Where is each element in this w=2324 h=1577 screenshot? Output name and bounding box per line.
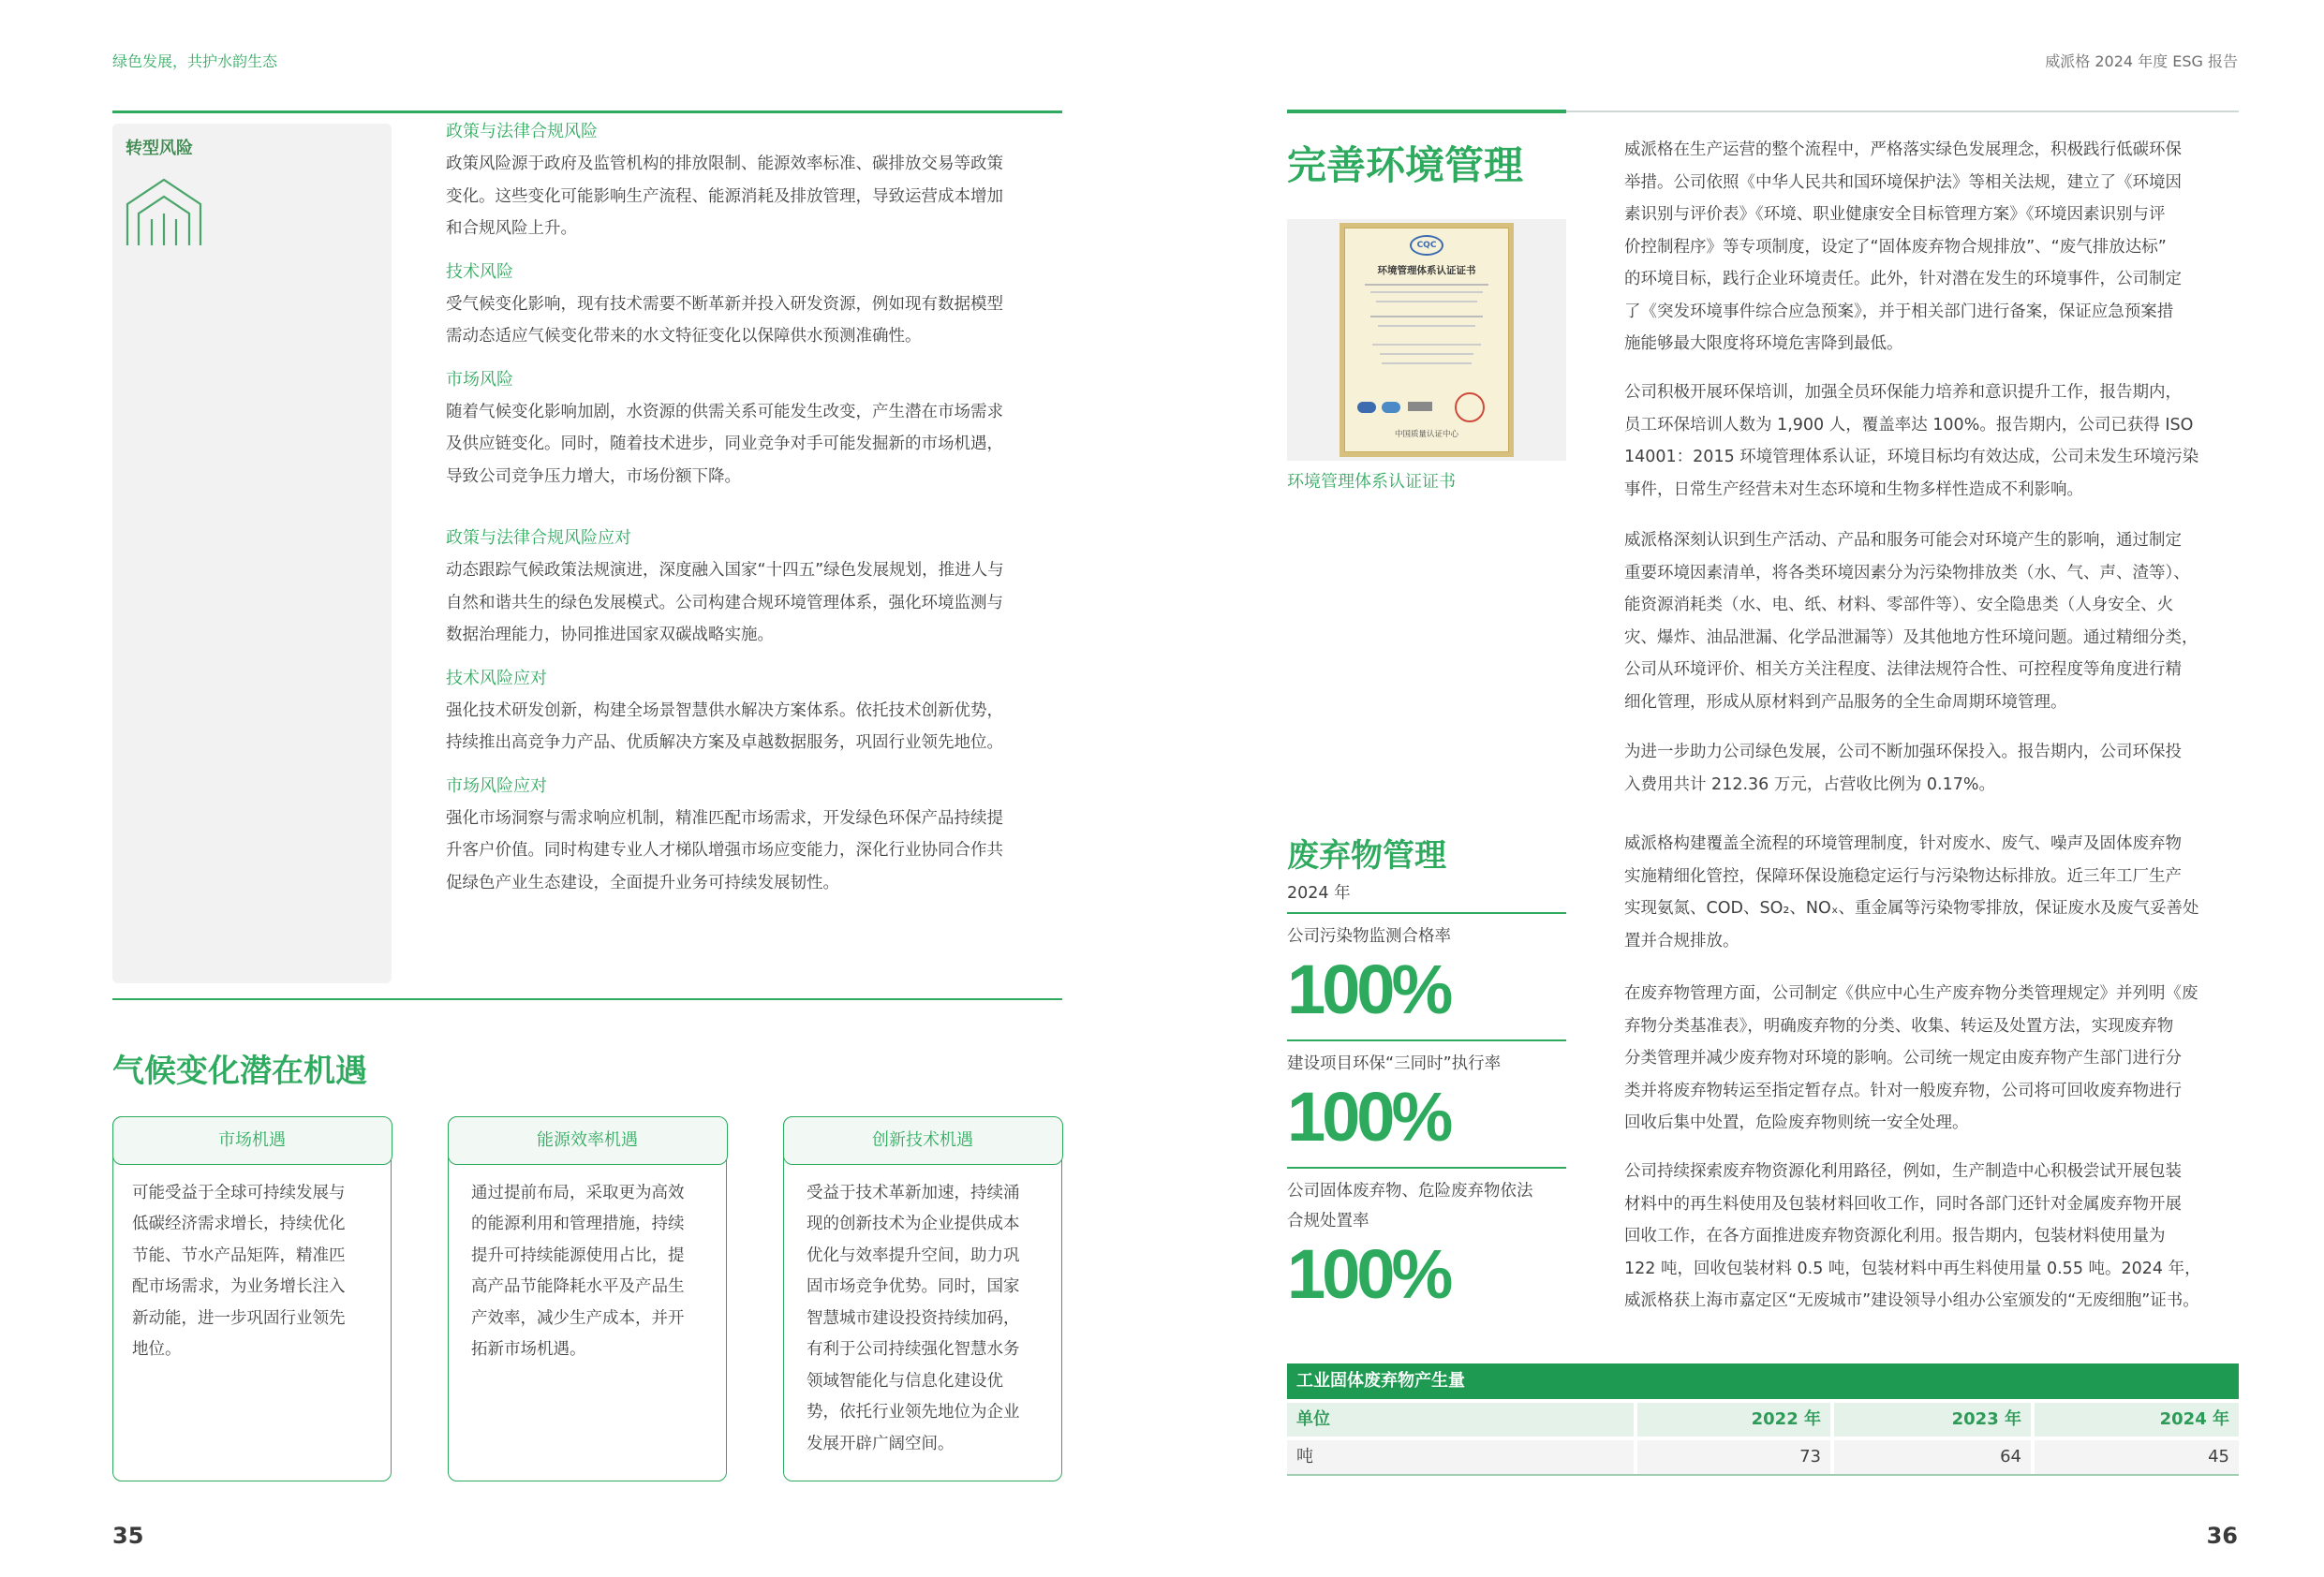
risk-response-item bbox=[446, 524, 1064, 652]
waste-table bbox=[1287, 1363, 2239, 1476]
risk-response-item bbox=[446, 665, 1064, 759]
accreditation-mark bbox=[1357, 402, 1376, 413]
opportunity-card-text: 通过提前布局，采取更为高效 的能源利用和管理措施，持续 提升可持续能源使用占比，提 高产品节能降耗水平及产品生 产效率，减少生产成本，并开 拓新市场机遇。 bbox=[471, 1183, 685, 1359]
certificate-issuer: 中国质量认证中心 bbox=[1394, 430, 1458, 439]
env-mgmt-title: 完善环境管理 bbox=[1287, 142, 1524, 188]
stat-rule bbox=[1287, 1039, 1566, 1041]
table-title: 工业固体废弃物产生量 bbox=[1287, 1363, 2239, 1399]
table-header-cell: 2023 年 bbox=[1834, 1403, 2031, 1437]
risk-item-text: 政策风险源于政府及监管机构的排放限制、能源效率标准、碳排放交易等政策 变化。这些变化可能影响生产流程、能源消耗及排放管理，导致运营成本增加 和合规风险上升。 bbox=[446, 155, 1003, 238]
building-icon bbox=[126, 176, 202, 247]
transition-risk-label: 转型风险 bbox=[126, 139, 193, 158]
risk-item bbox=[446, 366, 1064, 494]
opportunity-card-innovation bbox=[783, 1116, 1062, 1481]
certificate-heading: 环境管理体系认证证书 bbox=[1377, 265, 1476, 276]
page-number-left: 35 bbox=[112, 1523, 144, 1549]
top-rule-left bbox=[112, 111, 1062, 113]
risk-item-title: 技术风险应对 bbox=[446, 668, 547, 688]
waste-paragraph: 公司持续探索废弃物资源化利用路径，例如，生产制造中心积极尝试开展包装 材料中的再生料使用及包装材料回收工作，同时各部门还针对金属废弃物开展 回收工作，在各方面推进废弃物资源化利用。报告期内，包装材料使用量为 122 吨，回收包装材料 0.5 吨，包装材料中再生料使用量 0.55 吨。2024 年， 威派格获上海市嘉定区“无废城市”建设领导小组办公室颁发的“无废细胞”证书。 bbox=[1624, 1162, 2201, 1310]
opportunity-card-market bbox=[112, 1116, 392, 1481]
risk-item-text: 动态跟踪气候政策法规演进，深度融入国家“十四五”绿色发展规划，推进人与 自然和谐共生的绿色发展模式。公司构建合规环境管理体系，强化环境监测与 数据治理能力，协同推进国家双碳战略实施。 bbox=[446, 561, 1004, 644]
opportunity-card-head: 市场机遇 bbox=[112, 1116, 392, 1165]
opportunity-card-head: 能源效率机遇 bbox=[448, 1116, 728, 1165]
table-cell: 吨 bbox=[1287, 1440, 1634, 1474]
transition-risk-sidebar bbox=[112, 124, 392, 983]
risk-item bbox=[446, 258, 1064, 353]
risk-section-bottom-rule bbox=[112, 998, 1062, 1000]
table-row bbox=[1287, 1440, 2239, 1476]
risk-item-title: 市场风险应对 bbox=[446, 775, 547, 796]
stat-label: 建设项目环保“三同时”执行率 bbox=[1287, 1054, 1502, 1073]
certificate-caption: 环境管理体系认证证书 bbox=[1287, 472, 1456, 492]
waste-paragraph: 威派格构建覆盖全流程的环境管理制度，针对废水、废气、噪声及固体废弃物 实施精细化管控，保障环保设施稳定运行与污染物达标排放。近三年工厂生产 实现氨氮、COD、SO₂、NOₓ、重金属等污染物零排放，保证废水及废气妥善处 置并合规排放。 bbox=[1624, 834, 2199, 951]
header-left-title: 绿色发展，共护水韵生态 bbox=[112, 52, 278, 70]
env-mgmt-paragraph: 威派格深刻认识到生产活动、产品和服务可能会对环境产生的影响，通过制定 重要环境因素清单，将各类环境因素分为污染物排放类（水、气、声、渣等）、 能资源消耗类（水、电、纸、材料、零部件等）、安全隐患类（人身安全、火 灾、爆炸、油品泄漏、化学品泄漏等）及其他地方性环境问题。通过精细分类， 公司从环境评价、相关方关注程度、法律法规符合性、可控程度等角度进行精 细化管理，形成从原材料到产品服务的全生命周期环境管理。 bbox=[1624, 531, 2198, 712]
risk-item-text: 受气候变化影响，现有技术需要不断革新并投入研发资源，例如现有数据模型 需动态适应气候变化带来的水文特征变化以保障供水预测准确性。 bbox=[446, 294, 1003, 346]
table-cell: 64 bbox=[1834, 1440, 2031, 1474]
stat-label: 公司污染物监测合格率 bbox=[1287, 927, 1451, 946]
official-seal bbox=[1455, 392, 1485, 422]
page-number-right: 36 bbox=[2206, 1523, 2238, 1549]
stat-label: 公司固体废弃物、危险废弃物依法 bbox=[1287, 1182, 1533, 1201]
transition-risk-list bbox=[446, 118, 1064, 899]
risk-item-title: 政策与法律合规风险 bbox=[446, 122, 598, 141]
risk-item bbox=[446, 118, 1064, 245]
risk-item-title: 政策与法律合规风险应对 bbox=[446, 528, 631, 548]
opportunities-title: 气候变化潜在机遇 bbox=[112, 1053, 367, 1090]
stat-block bbox=[1287, 921, 1566, 1029]
env-mgmt-paragraph: 公司积极开展环保培训，加强全员环保能力培养和意识提升工作，报告期内， 员工环保培训人数为 1,900 人，覆盖率达 100%。报告期内，公司已获得 ISO 14001：2015 环境管理体系认证，环境目标均有效达成，公司未发生环境污染 事件，日常生产经营未对生态环境和生物多样性造成不利影响。 bbox=[1624, 383, 2199, 499]
header-right-title: 威派格 2024 年度 ESG 报告 bbox=[2045, 52, 2238, 70]
accreditation-mark bbox=[1382, 402, 1400, 413]
stat-value: 100% bbox=[1287, 1078, 1450, 1156]
stat-block bbox=[1287, 1049, 1566, 1157]
risk-item-text: 强化市场洞察与需求响应机制，精准匹配市场需求，开发绿色环保产品持续提 升客户价值。同时构建专业人才梯队增强市场应变能力，深化行业协同合作共 促绿色产业生态建设，全面提升业务可持续发展韧性。 bbox=[446, 808, 1003, 892]
table-header-cell: 2022 年 bbox=[1637, 1403, 1830, 1437]
risk-item-text: 随着气候变化影响加剧，水资源的供需关系可能发生改变，产生潜在市场需求 及供应链变化。同时，随着技术进步，同业竞争对手可能发掘新的市场机遇， 导致公司竞争压力增大，市场份额下降。 bbox=[446, 402, 1003, 486]
table-cell: 45 bbox=[2035, 1440, 2239, 1474]
waste-title: 废弃物管理 bbox=[1287, 837, 1446, 875]
opportunity-card-energy bbox=[448, 1116, 727, 1481]
waste-year: 2024 年 bbox=[1287, 884, 1351, 903]
table-header-cell: 2024 年 bbox=[2035, 1403, 2239, 1437]
env-mgmt-paragraph: 为进一步助力公司绿色发展，公司不断加强环保投入。报告期内，公司环保投 入费用共计 212.36 万元，占营收比例为 0.17%。 bbox=[1624, 743, 2182, 794]
risk-response-item bbox=[446, 773, 1064, 900]
risk-item-title: 技术风险 bbox=[446, 261, 513, 282]
table-header-cell: 单位 bbox=[1287, 1403, 1634, 1437]
risk-item-title: 市场风险 bbox=[446, 369, 513, 390]
stat-block bbox=[1287, 1176, 1566, 1314]
opportunity-card-head: 创新技术机遇 bbox=[783, 1116, 1063, 1165]
risk-item-text: 强化技术研发创新，构建全场景智慧供水解决方案体系。依托技术创新优势， 持续推出高竞争力产品、优质解决方案及卓越数据服务，巩固行业领先地位。 bbox=[446, 700, 1003, 752]
stat-rule bbox=[1287, 1167, 1566, 1169]
accreditation-mark bbox=[1408, 402, 1432, 411]
stat-label: 合规处置率 bbox=[1287, 1212, 1369, 1231]
stat-rule bbox=[1287, 912, 1566, 914]
stat-value: 100% bbox=[1287, 1235, 1450, 1313]
top-rule-right-accent bbox=[1287, 110, 1566, 113]
table-cell: 73 bbox=[1637, 1440, 1830, 1474]
opportunity-card-text: 可能受益于全球可持续发展与 低碳经济需求增长，持续优化 节能、节水产品矩阵，精准匹 配市场需求，为业务增长注入 新动能，进一步巩固行业领先 地位。 bbox=[132, 1183, 346, 1359]
waste-paragraph: 在废弃物管理方面，公司制定《供应中心生产废弃物分类管理规定》并列明《废 弃物分类基准表》，明确废弃物的分类、收集、转运及处置方法，实现废弃物 分类管理并减少废弃物对环境的影响。公司统一规定由废弃物产生部门进行分 类并将废弃物转运至指定暂存点。针对一般废弃物，公司将可回收废弃物进行 回收后集中处置，危险废弃物则统一安全处理。 bbox=[1624, 984, 2198, 1132]
table-header-row bbox=[1287, 1403, 2239, 1437]
opportunity-card-text: 受益于技术革新加速，持续涌 现的创新技术为企业提供成本 优化与效率提升空间，助力巩 固市场竞争优势。同时，国家 智慧城市建设投资持续加码， 有利于公司持续强化智慧水务 领域智能化与信息化建设优 势，依托行业领先地位为企业 发展开辟广阔空间。 bbox=[807, 1183, 1020, 1453]
env-mgmt-paragraph: 威派格在生产运营的整个流程中，严格落实绿色发展理念，积极践行低碳环保 举措。公司依照《中华人民共和国环境保护法》等相关法规，建立了《环境因 素识别与评价表》《环境、职业健康安全目标管理方案》《环境因素识别与评 价控制程序》等专项制度，设定了“固体废弃物合规排放”、“废气排放达标” 的环境目标，践行企业环境责任。此外，针对潜在发生的环境事件，公司制定 了《突发环境事件综合应急预案》，并于相关部门进行备案，保证应急预案措 施能够最大限度将环境危害降到最低。 bbox=[1624, 140, 2182, 353]
cqc-logo: CQC bbox=[1410, 235, 1443, 256]
stat-value: 100% bbox=[1287, 951, 1450, 1028]
certificate-image bbox=[1287, 219, 1566, 461]
certificate-frame bbox=[1340, 223, 1514, 457]
